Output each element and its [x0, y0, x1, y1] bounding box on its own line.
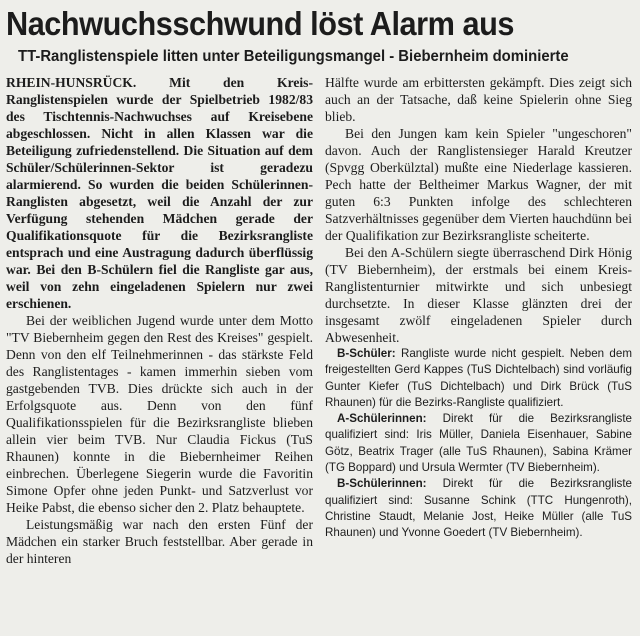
- article-body: [6, 74, 632, 567]
- result-b-schuelerinnen: [325, 476, 632, 541]
- paragraph-boys: Bei den Jungen kam kein Spieler "ungeschoren" davon. Auch der Ranglistensieger Harald Kreutzer (Spvgg Oberkülztal) mußte eine Niederlage kassieren. Pech hatte der Beltheimer Markus Wagner, der mit guten 6:3 Punkten infolge des schlechteren Satzverhältnisses gegenüber dem Vierten hauchdünn bei der Qualifikation zur Bezirksrangliste scheiterte.: [325, 126, 632, 243]
- lead-paragraph: [6, 74, 313, 312]
- headline: Nachwuchsschwund löst Alarm aus: [6, 5, 515, 42]
- result-label: B-Schülerinnen:: [337, 477, 427, 491]
- dateline: RHEIN-HUNSRÜCK.: [6, 75, 137, 90]
- result-text: Rangliste wurde nicht gespielt. Neben dem freigestellten Gerd Kappes (TuS Dichtelbach) sind vorläufig Gunter Kiefer (TuS Dichtelbach) und Dirk Brück (TuS Rhaunen) für die Bezirks-Rangliste qualifiziert.: [325, 347, 632, 409]
- left-column: [6, 74, 313, 567]
- lead-text: Mit den Kreis-Ranglistenspielen wurde der Spielbetrieb 1982/83 des Tischtennis-Nachwuchses auf Kreisebene abgeschlossen. Nicht in allen Klassen war die Beteiligung zufriedenstellend. Die Situation auf dem Schüler/Schülerinnen-Sektor ist geradezu alarmierend. So wurden die beiden Schülerinnen-Ranglisten abgesetzt, weil die Anzahl der zur Verfügung stehenden Mädchen gerade der Qualifikationsquote für die Bezirksrangliste entsprach und eine Austragung dadurch überflüssig war. Bei den B-Schülern fiel die Rangliste gar aus, weil von zehn eingeladenen Spielern nur zwei erschienen.: [6, 75, 313, 311]
- result-text: Direkt für die Bezirksrangliste qualifiziert sind: Iris Müller, Daniela Eisenhauer, Sabine Götz, Beatrix Trager (alle TuS Rhaunen), Sabina Krämer (TG Boppard) und Ursula Wermter (TV Biebernheim).: [325, 412, 632, 475]
- result-label: A-Schülerinnen:: [337, 412, 427, 426]
- paragraph-performance: Leistungsmäßig war nach den ersten Fünf der Mädchen ein starker Bruch feststellbar. Aber gerade in der hinteren: [6, 517, 313, 566]
- paragraph-girls-youth: Bei der weiblichen Jugend wurde unter dem Motto "TV Biebernheim gegen den Rest des Kreises" gespielt. Denn von den elf Teilnehmerinnen - das stärkste Feld des Ranglistentages - kamen immerhin sieben vom gastgebenden TVB. Dies drückte sich auch in der Erfolgsquote aus. Denn von den fünf Qualifikationsspielen für die Bezirksrangliste blieben allein vier beim TVB. Nur Claudia Fickus (TuS Rhaunen) konnte in die Biebernheimer Reihen einbrechen. Überlegene Siegerin wurde die Favoritin Simone Opfer ohne jeden Punkt- und Satzverlust vor Heike Pabst, die ebenso sicher den 2. Platz behauptete.: [6, 313, 313, 515]
- paragraph-continuation: Hälfte wurde am erbittersten gekämpft. Dies zeigt sich auch an der Tatsache, daß keine Spielerin ohne Sieg blieb.: [325, 75, 632, 124]
- results-list: [325, 346, 632, 542]
- result-a-schuelerinnen: [325, 411, 632, 476]
- right-column: [325, 74, 632, 567]
- paragraph-a-pupils: Bei den A-Schülern siegte überraschend Dirk Hönig (TV Biebernheim), der erstmals bei einem Kreis-Ranglistenturnier mitwirkte und sich unbesiegt durchsetzte. In dieser Klasse glänzten drei der insgesamt zwölf eingeladenen Spieler durch Abwesenheit.: [325, 245, 632, 345]
- subheadline: TT-Ranglistenspiele litten unter Beteiligungsmangel - Biebernheim dominierte: [18, 48, 569, 65]
- result-label: B-Schüler:: [337, 347, 396, 360]
- result-b-schueler: [325, 346, 632, 411]
- result-text: Direkt für die Bezirksrangliste qualifiziert sind: Susanne Schink (TTC Hungenroth), Christine Staudt, Melanie Jost, Heike Müller (alle TuS Rhaunen) und Yvonne Goedert (TV Biebernheim).: [325, 477, 632, 540]
